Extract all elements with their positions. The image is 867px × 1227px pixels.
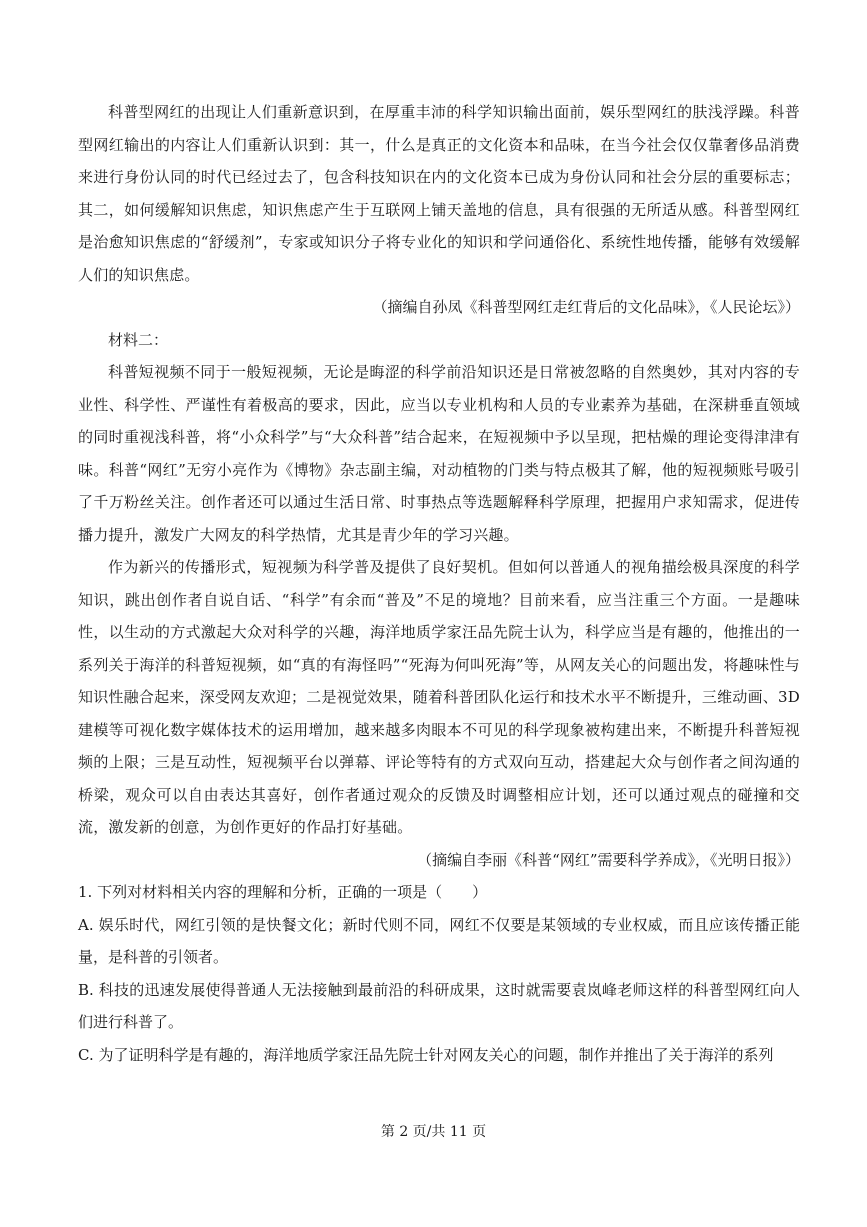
option-c: C. 为了证明科学是有趣的，海洋地质学家汪品先院士针对网友关心的问题，制作并推出了关于海洋的系列	[78, 1045, 774, 1064]
material1-source: （摘编自孙凤《科普型网红走红背后的文化品味》，《人民论坛》）	[372, 298, 800, 316]
question-stem: 1. 下列对材料相关内容的理解和分析，正确的一项是（ ）	[78, 883, 488, 901]
document-body	[78, 96, 800, 1071]
material2-paragraph-1: 科普短视频不同于一般短视频，无论是晦涩的科学前沿知识还是日常被忽略的自然奥妙，其对内容的专业性、科学性、严谨性有着极高的要求，因此，应当以专业机构和人员的专业素养为基础，在深耕垂直领域的同时重视浅科普，将“小众科学”与“大众科普”结合起来，在短视频中予以呈现，把枯燥的理论变得津津有味。科普“网红”无穷小亮作为《博物》杂志副主编，对动植物的门类与特点极其了解，他的短视频账号吸引了千万粉丝关注。创作者还可以通过生活日常、时事热点等选题解释科学原理，把握用户求知需求，促进传播力提升，激发广大网友的科学热情，尤其是青少年的学习兴趣。	[78, 363, 800, 544]
option-b: B. 科技的迅速发展使得普通人无法接触到最前沿的科研成果，这时就需要袁岚峰老师这样的科普型网红向人们进行科普了。	[78, 980, 800, 1031]
material2-label: 材料二：	[108, 330, 169, 349]
page-footer: 第 2 页/共 11 页	[380, 1124, 487, 1140]
option-a: A. 娱乐时代，网红引领的是快餐文化；新时代则不同，网红不仅要是某领域的专业权威，而且应该传播正能量，是科普的引领者。	[78, 915, 800, 966]
material1-paragraph: 科普型网红的出现让人们重新意识到，在厚重丰沛的科学知识输出面前，娱乐型网红的肤浅浮躁。科普型网红输出的内容让人们重新认识到：其一，什么是真正的文化资本和品味，在当今社会仅仅靠奢侈品消费来进行身份认同的时代已经过去了，包含科技知识在内的文化资本已成为身份认同和社会分层的重要标志；其二，如何缓解知识焦虑，知识焦虑产生于互联网上铺天盖地的信息，具有很强的无所适从感。科普型网红是治愈知识焦虑的“舒缓剂”，专家或知识分子将专业化的知识和学问通俗化、系统性地传播，能够有效缓解人们的知识焦虑。	[78, 103, 800, 284]
material2-paragraph-2: 作为新兴的传播形式，短视频为科学普及提供了良好契机。但如何以普通人的视角描绘极具深度的科学知识，跳出创作者自说自话、“科学”有余而“普及”不足的境地？目前来看，应当注重三个方面。一是趣味性，以生动的方式激起大众对科学的兴趣，海洋地质学家汪品先院士认为，科学应当是有趣的，他推出的一系列关于海洋的科普短视频，如“真的有海怪吗”“死海为何叫死海”等，从网友关心的问题出发，将趣味性与知识性融合起来，深受网友欢迎；二是视觉效果，随着科普团队化运行和技术水平不断提升，三维动画、3D建模等可视化数字媒体技术的运用增加，越来越多肉眼本不可见的科学现象被构建出来，不断提升科普短视频的上限；三是互动性，短视频平台以弹幕、评论等特有的方式双向互动，搭建起大众与创作者之间沟通的桥梁，观众可以自由表达其喜好，创作者通过观众的反馈及时调整相应计划，还可以通过观点的碰撞和交流，激发新的创意，为创作更好的作品打好基础。	[78, 558, 800, 836]
material2-source: （摘编自李丽《科普“网红”需要科学养成》，《光明日报》）	[417, 850, 800, 869]
